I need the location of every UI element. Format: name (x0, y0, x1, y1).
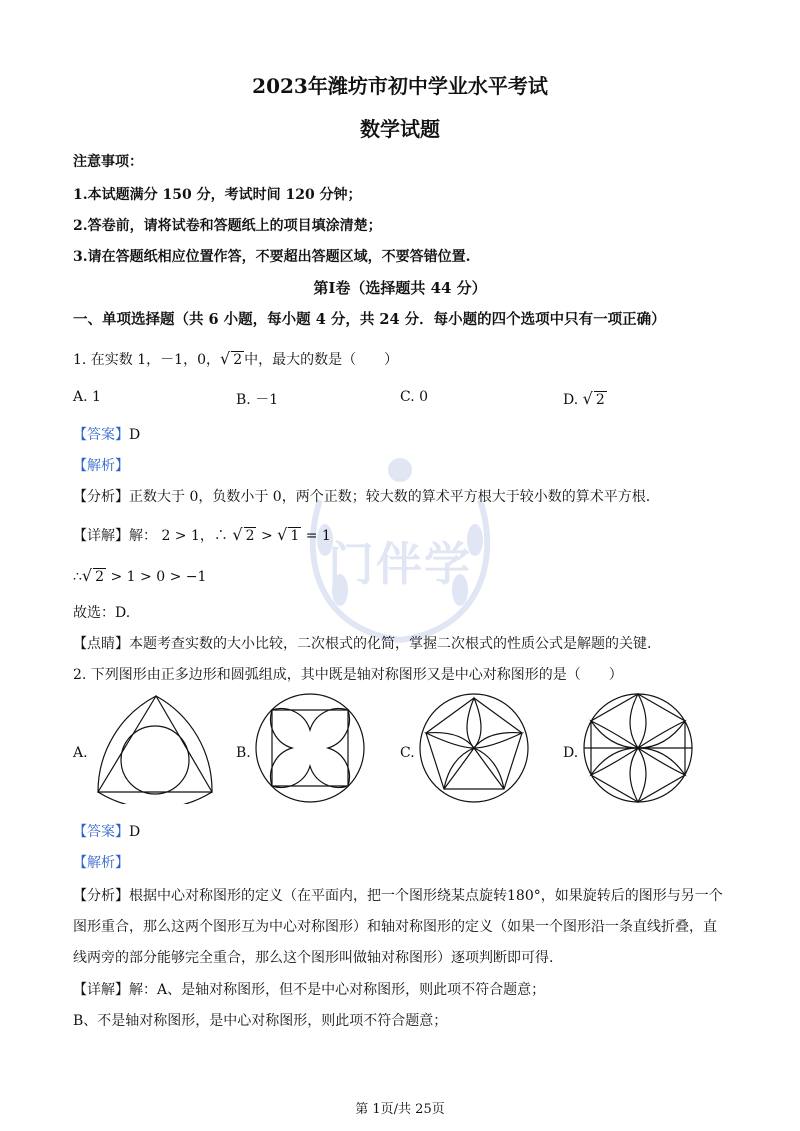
figure-d-hexagon-flower-icon (582, 692, 694, 804)
q2-label-a: A. (73, 745, 88, 761)
q2-label-b: B. (236, 745, 251, 761)
q2-detail-a: 【详解】解：A、是轴对称图形，但不是中心对称图形，则此项不符合题意； (73, 982, 546, 998)
q1-dianjing: 【点睛】本题考查实数的大小比较，二次根式的化简，掌握二次根式的性质公式是解题的关键. (73, 636, 652, 652)
q1-answer: 【答案】D (73, 427, 141, 443)
q1-option-b: B. －1 (236, 392, 279, 408)
exam-title: 2023年潍坊市初中学业水平考试 (252, 74, 548, 98)
q2-detail-b: B、不是轴对称图形，是中心对称图形，则此项不符合题意； (73, 1013, 448, 1029)
q1-stem-radicand: 2 (233, 352, 243, 368)
q2-stem: 2. 下列图形由正多边形和圆弧组成，其中既是轴对称图形又是中心对称图形的是（ ） (73, 667, 623, 683)
answer-tag: 【答案】 (73, 427, 129, 443)
q1-option-d: D. √ 2 (563, 389, 605, 408)
q1-fenxi: 【分析】正数大于 0，负数小于 0，两个正数；较大数的算术平方根大于较小数的算术平方根. (73, 489, 651, 505)
figure-a-reuleaux-icon (92, 692, 220, 804)
q1-stem: 1. 在实数 1，－1，0，√ 2 中，最大的数是（ ） (73, 349, 399, 368)
notice-item-3: 3.请在答题纸相应位置作答，不要超出答题区域，不要答错位置. (73, 249, 471, 265)
watermark-logo (280, 440, 520, 660)
q2-label-d: D. (563, 745, 579, 761)
figure-b-circle-square-icon (254, 692, 366, 804)
q1-option-a: A. 1 (73, 389, 101, 405)
q2-answer: 【答案】D (73, 824, 141, 840)
section-heading: 一、单项选择题（共 6 小题，每小题 4 分，共 24 分．每小题的四个选项中只有一项正确） (73, 311, 666, 328)
laurel-wreath-icon (280, 440, 520, 660)
q2-fenxi-line3: 线两旁的部分能够完全重合，那么这个图形叫做轴对称图形）逐项判断即可得. (73, 950, 554, 966)
figure-c-pentagon-petals-icon (418, 692, 530, 804)
q2-fenxi-line2: 图形重合，那么这两个图形互为中心对称图形）和轴对称图形的定义（如果一个图形沿一条直线折叠，直 (73, 919, 717, 935)
notice-item-2: 2.答卷前，请将试卷和答题纸上的项目填涂清楚； (73, 218, 382, 234)
page-footer: 第 1页/共 25页 (355, 1102, 445, 1117)
volume-heading: 第Ⅰ卷（选择题共 44 分） (313, 279, 487, 297)
q2-fenxi-line1: 【分析】根据中心对称图形的定义（在平面内，把一个图形绕某点旋转180°，如果旋转后的图形与另一个 (73, 888, 723, 904)
exam-subject: 数学试题 (360, 117, 440, 141)
q1-step2: ∴√ 2 > 1 > 0 > −1 (73, 566, 207, 585)
q1-detail: 【详解】解： 2 > 1，∴ √ 2 > √ 1 = 1 (73, 525, 331, 544)
q1-conclusion: 故选：D. (73, 605, 131, 621)
q1-analysis-tag: 【解析】 (73, 458, 129, 474)
watermark-text: 门伴学 (328, 537, 472, 591)
notice-heading: 注意事项： (73, 154, 143, 170)
q2-analysis-tag: 【解析】 (73, 855, 129, 871)
q2-label-c: C. (400, 745, 415, 761)
notice-item-1: 1.本试题满分 150 分，考试时间 120 分钟； (73, 187, 362, 203)
q1-option-c: C. 0 (400, 389, 429, 405)
